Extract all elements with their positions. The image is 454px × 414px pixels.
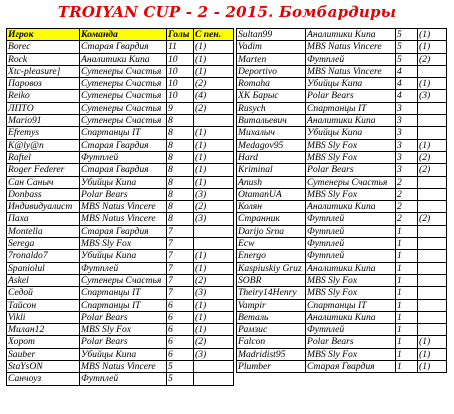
goals-cell: 8 bbox=[167, 213, 194, 225]
table-row bbox=[7, 201, 234, 213]
penalty-cell bbox=[418, 65, 447, 77]
table-row bbox=[7, 299, 234, 311]
player-cell: Madridist95 bbox=[237, 348, 306, 360]
player-cell: Mario91 bbox=[7, 115, 80, 127]
penalty-cell: (1) bbox=[418, 139, 447, 151]
penalty-cell bbox=[418, 262, 447, 274]
table-row bbox=[237, 262, 447, 274]
team-cell: Старая Гвардия bbox=[306, 361, 396, 373]
player-cell: Санчоуз bbox=[7, 373, 80, 385]
player-cell: K@ly@n bbox=[7, 139, 80, 151]
team-cell: Убийцы Кипа bbox=[80, 176, 167, 188]
player-cell: Romaha bbox=[237, 78, 306, 90]
team-cell: Аналитики Кипа bbox=[306, 29, 396, 41]
table-row bbox=[7, 102, 234, 114]
goals-cell: 5 bbox=[396, 53, 418, 65]
goals-cell: 2 bbox=[396, 188, 418, 200]
player-cell: Колян bbox=[237, 201, 306, 213]
team-cell: MBS Natus Vincere bbox=[306, 65, 396, 77]
penalty-cell: (3) bbox=[194, 213, 234, 225]
penalty-cell: (1) bbox=[194, 151, 234, 163]
team-cell: Polar Bears bbox=[80, 336, 167, 348]
player-cell: ХК Барыс bbox=[237, 90, 306, 102]
player-cell: Efremys bbox=[7, 127, 80, 139]
player-cell: Тайсон bbox=[7, 299, 80, 311]
player-cell: Sauber bbox=[7, 348, 80, 360]
table-row bbox=[237, 336, 447, 348]
header-team: Команда bbox=[80, 29, 167, 41]
penalty-cell: (1) bbox=[194, 164, 234, 176]
team-cell: Убийцы Кипа bbox=[306, 127, 396, 139]
team-cell: Футплей bbox=[306, 213, 396, 225]
player-cell: Theiry14Henry bbox=[237, 287, 306, 299]
goals-cell: 9 bbox=[167, 102, 194, 114]
table-row bbox=[7, 262, 234, 274]
team-cell: Спартанцы IT bbox=[306, 299, 396, 311]
table-row bbox=[237, 151, 447, 163]
player-cell: Веталь bbox=[237, 311, 306, 323]
table-row bbox=[7, 188, 234, 200]
team-cell: Аналитики Кипа bbox=[306, 262, 396, 274]
header-goals: Голы bbox=[167, 29, 194, 41]
player-cell: Rusych bbox=[237, 102, 306, 114]
table-row bbox=[237, 102, 447, 114]
player-cell: Странник bbox=[237, 213, 306, 225]
team-cell: MBS Sly Fox bbox=[306, 151, 396, 163]
goals-cell: 3 bbox=[396, 151, 418, 163]
penalty-cell bbox=[418, 102, 447, 114]
goals-cell: 4 bbox=[396, 65, 418, 77]
team-cell: Сутенеры Счастья bbox=[80, 102, 167, 114]
player-cell: Donbass bbox=[7, 188, 80, 200]
goals-cell: 3 bbox=[396, 139, 418, 151]
scorers-table-left bbox=[6, 28, 234, 386]
goals-cell: 2 bbox=[396, 213, 418, 225]
goals-cell: 1 bbox=[396, 361, 418, 373]
table-row bbox=[237, 213, 447, 225]
team-cell: Футплей bbox=[80, 151, 167, 163]
goals-cell: 4 bbox=[396, 90, 418, 102]
penalty-cell: (1) bbox=[418, 78, 447, 90]
penalty-cell bbox=[194, 361, 234, 373]
goals-cell: 8 bbox=[167, 139, 194, 151]
table-row bbox=[237, 78, 447, 90]
penalty-cell bbox=[418, 324, 447, 336]
table-row bbox=[237, 176, 447, 188]
table-row bbox=[7, 213, 234, 225]
goals-cell: 8 bbox=[167, 176, 194, 188]
penalty-cell: (2) bbox=[194, 274, 234, 286]
team-cell: Футплей bbox=[306, 250, 396, 262]
table-row bbox=[7, 287, 234, 299]
goals-cell: 5 bbox=[167, 361, 194, 373]
table-row bbox=[237, 324, 447, 336]
penalty-cell: (2) bbox=[194, 78, 234, 90]
penalty-cell bbox=[418, 225, 447, 237]
table-row bbox=[237, 41, 447, 53]
team-cell: MBS Natus Vincere bbox=[80, 361, 167, 373]
team-cell: Сутенеры Счастья bbox=[80, 78, 167, 90]
player-cell: Ecw bbox=[237, 238, 306, 250]
penalty-cell bbox=[418, 238, 447, 250]
table-row bbox=[7, 41, 234, 53]
goals-cell: 7 bbox=[167, 287, 194, 299]
goals-cell: 6 bbox=[167, 311, 194, 323]
team-cell: Футплей bbox=[306, 225, 396, 237]
team-cell: Сутенеры Счастья bbox=[80, 274, 167, 286]
team-cell: Сутенеры Счастья bbox=[80, 90, 167, 102]
penalty-cell bbox=[194, 238, 234, 250]
goals-cell: 7 bbox=[167, 250, 194, 262]
team-cell: MBS Sly Fox bbox=[306, 287, 396, 299]
penalty-cell: (1) bbox=[194, 311, 234, 323]
team-cell: Polar Bears bbox=[306, 164, 396, 176]
goals-cell: 1 bbox=[396, 311, 418, 323]
team-cell: Сутенеры Счастья bbox=[80, 65, 167, 77]
table-row bbox=[237, 201, 447, 213]
penalty-cell bbox=[418, 176, 447, 188]
penalty-cell: (2) bbox=[418, 164, 447, 176]
player-cell: Vampir bbox=[237, 299, 306, 311]
team-cell: MBS Natus Vincere bbox=[306, 41, 396, 53]
team-cell: Polar Bears bbox=[306, 90, 396, 102]
penalty-cell bbox=[418, 250, 447, 262]
goals-cell: 8 bbox=[167, 188, 194, 200]
penalty-cell: (2) bbox=[194, 102, 234, 114]
goals-cell: 3 bbox=[396, 127, 418, 139]
player-cell: Plumber bbox=[237, 361, 306, 373]
penalty-cell bbox=[194, 225, 234, 237]
penalty-cell: (2) bbox=[194, 336, 234, 348]
table-row bbox=[7, 225, 234, 237]
table-row bbox=[237, 361, 447, 373]
player-cell: Anush bbox=[237, 176, 306, 188]
penalty-cell: (2) bbox=[418, 53, 447, 65]
player-cell: Паха bbox=[7, 213, 80, 225]
player-cell: Deportivo bbox=[237, 65, 306, 77]
penalty-cell bbox=[418, 201, 447, 213]
table-row bbox=[7, 176, 234, 188]
team-cell: Сутенеры Счастья bbox=[80, 115, 167, 127]
team-cell: MBS Sly Fox bbox=[80, 238, 167, 250]
penalty-cell bbox=[418, 299, 447, 311]
penalty-cell bbox=[418, 115, 447, 127]
goals-cell: 1 bbox=[396, 238, 418, 250]
goals-cell: 6 bbox=[167, 348, 194, 360]
table-row bbox=[237, 127, 447, 139]
penalty-cell: (1) bbox=[194, 176, 234, 188]
player-cell: OtamanUA bbox=[237, 188, 306, 200]
table-row bbox=[237, 139, 447, 151]
goals-cell: 8 bbox=[167, 151, 194, 163]
penalty-cell bbox=[418, 127, 447, 139]
table-row bbox=[7, 65, 234, 77]
team-cell: Спартанцы IT bbox=[80, 299, 167, 311]
table-row bbox=[237, 29, 447, 41]
table-row bbox=[7, 115, 234, 127]
goals-cell: 1 bbox=[396, 348, 418, 360]
table-row bbox=[237, 311, 447, 323]
scorers-table-right bbox=[236, 28, 447, 373]
team-cell: MBS Sly Fox bbox=[80, 324, 167, 336]
team-cell: MBS Sly Fox bbox=[306, 139, 396, 151]
table-row bbox=[7, 53, 234, 65]
player-cell: Xtc-pleasure] bbox=[7, 65, 80, 77]
goals-cell: 2 bbox=[396, 176, 418, 188]
player-cell: Marten bbox=[237, 53, 306, 65]
team-cell: Футплей bbox=[306, 238, 396, 250]
team-cell: Убийцы Кипа bbox=[80, 348, 167, 360]
goals-cell: 1 bbox=[396, 287, 418, 299]
team-cell: MBS Natus Vincere bbox=[80, 213, 167, 225]
team-cell: Polar Bears bbox=[80, 311, 167, 323]
team-cell: Спартанцы IT bbox=[306, 102, 396, 114]
team-cell: Футплей bbox=[80, 262, 167, 274]
penalty-cell: (1) bbox=[418, 336, 447, 348]
penalty-cell: (2) bbox=[194, 201, 234, 213]
goals-cell: 1 bbox=[396, 250, 418, 262]
penalty-cell: (1) bbox=[194, 65, 234, 77]
penalty-cell: (1) bbox=[194, 299, 234, 311]
team-cell: Спартанцы IT bbox=[80, 287, 167, 299]
table-row bbox=[237, 90, 447, 102]
team-cell: Polar Bears bbox=[306, 336, 396, 348]
goals-cell: 1 bbox=[396, 262, 418, 274]
table-row bbox=[7, 151, 234, 163]
player-cell: Roger Federer bbox=[7, 164, 80, 176]
table-row bbox=[237, 287, 447, 299]
table-row bbox=[7, 139, 234, 151]
table-row bbox=[237, 238, 447, 250]
player-cell: Рамзис bbox=[237, 324, 306, 336]
goals-cell: 10 bbox=[167, 53, 194, 65]
penalty-cell bbox=[418, 311, 447, 323]
goals-cell: 1 bbox=[396, 274, 418, 286]
team-cell: Убийцы Кипа bbox=[306, 78, 396, 90]
penalty-cell: (3) bbox=[194, 348, 234, 360]
player-cell: Energo bbox=[237, 250, 306, 262]
team-cell: MBS Sly Fox bbox=[306, 274, 396, 286]
team-cell: Аналитики Кипа bbox=[306, 201, 396, 213]
table-row bbox=[237, 188, 447, 200]
goals-cell: 10 bbox=[167, 65, 194, 77]
player-cell: Spaniolul bbox=[7, 262, 80, 274]
goals-cell: 3 bbox=[396, 102, 418, 114]
goals-cell: 8 bbox=[167, 201, 194, 213]
goals-cell: 10 bbox=[167, 78, 194, 90]
player-cell: Borec bbox=[7, 41, 80, 53]
team-cell: Старая Гвардия bbox=[80, 139, 167, 151]
goals-cell: 5 bbox=[396, 29, 418, 41]
table-row bbox=[7, 90, 234, 102]
team-cell: Спартанцы IT bbox=[80, 127, 167, 139]
player-cell: ЛПТО bbox=[7, 102, 80, 114]
player-cell: Medagov95 bbox=[237, 139, 306, 151]
table-row bbox=[237, 348, 447, 360]
penalty-cell: (1) bbox=[418, 29, 447, 41]
table-row bbox=[237, 299, 447, 311]
player-cell: Raftel bbox=[7, 151, 80, 163]
goals-cell: 7 bbox=[167, 238, 194, 250]
team-cell: Убийцы Кипа bbox=[80, 250, 167, 262]
team-cell: Футплей bbox=[80, 373, 167, 385]
table-row bbox=[237, 225, 447, 237]
player-cell: Седой bbox=[7, 287, 80, 299]
goals-cell: 8 bbox=[167, 127, 194, 139]
goals-cell: 8 bbox=[167, 164, 194, 176]
team-cell: Аналитики Кипа bbox=[306, 311, 396, 323]
goals-cell: 6 bbox=[167, 299, 194, 311]
table-header-row bbox=[7, 29, 234, 41]
goals-cell: 3 bbox=[396, 164, 418, 176]
table-row bbox=[7, 348, 234, 360]
table-row bbox=[237, 53, 447, 65]
goals-cell: 1 bbox=[396, 299, 418, 311]
player-cell: Hard bbox=[237, 151, 306, 163]
team-cell: Старая Гвардия bbox=[80, 41, 167, 53]
penalty-cell: (3) bbox=[194, 287, 234, 299]
team-cell: MBS Natus Vincere bbox=[80, 201, 167, 213]
goals-cell: 7 bbox=[167, 274, 194, 286]
goals-cell: 7 bbox=[167, 262, 194, 274]
goals-cell: 5 bbox=[396, 41, 418, 53]
table-row bbox=[7, 238, 234, 250]
table-row bbox=[7, 78, 234, 90]
player-cell: SOBR bbox=[237, 274, 306, 286]
penalty-cell: (3) bbox=[418, 90, 447, 102]
penalty-cell: (1) bbox=[418, 361, 447, 373]
team-cell: Аналитики Кипа bbox=[80, 53, 167, 65]
penalty-cell bbox=[418, 274, 447, 286]
penalty-cell: (1) bbox=[194, 53, 234, 65]
player-cell: Sultan99 bbox=[237, 29, 306, 41]
goals-cell: 4 bbox=[396, 78, 418, 90]
player-cell: Reiko bbox=[7, 90, 80, 102]
goals-cell: 6 bbox=[167, 324, 194, 336]
table-row bbox=[237, 65, 447, 77]
goals-cell: 1 bbox=[396, 225, 418, 237]
page-title: TROIYAN CUP - 2 - 2015. Бомбардиры bbox=[57, 3, 397, 21]
team-cell: Старая Гвардия bbox=[80, 164, 167, 176]
penalty-cell: (4) bbox=[194, 90, 234, 102]
player-cell: Витальевич bbox=[237, 115, 306, 127]
table-row bbox=[237, 250, 447, 262]
goals-cell: 11 bbox=[167, 41, 194, 53]
player-cell: Сан Саныч bbox=[7, 176, 80, 188]
penalty-cell: (1) bbox=[194, 41, 234, 53]
penalty-cell: (1) bbox=[194, 139, 234, 151]
player-cell: Vikli bbox=[7, 311, 80, 323]
player-cell: Falcon bbox=[237, 336, 306, 348]
goals-cell: 3 bbox=[396, 115, 418, 127]
player-cell: Хорот bbox=[7, 336, 80, 348]
header-player: Игрок bbox=[7, 29, 80, 41]
team-cell: MBS Sly Fox bbox=[306, 188, 396, 200]
team-cell: Футплей bbox=[306, 324, 396, 336]
goals-cell: 5 bbox=[167, 373, 194, 385]
player-cell: Михалыч bbox=[237, 127, 306, 139]
penalty-cell: (2) bbox=[418, 213, 447, 225]
penalty-cell bbox=[194, 373, 234, 385]
header-pen: С пен. bbox=[194, 29, 234, 41]
goals-cell: 6 bbox=[167, 336, 194, 348]
player-cell: Rock bbox=[7, 53, 80, 65]
goals-cell: 2 bbox=[396, 201, 418, 213]
table-row bbox=[7, 274, 234, 286]
player-cell: Паровоз bbox=[7, 78, 80, 90]
table-row bbox=[7, 164, 234, 176]
penalty-cell: (1) bbox=[194, 262, 234, 274]
table-row bbox=[237, 164, 447, 176]
table-row bbox=[237, 274, 447, 286]
table-row bbox=[7, 127, 234, 139]
table-row bbox=[7, 311, 234, 323]
table-row bbox=[7, 250, 234, 262]
goals-cell: 10 bbox=[167, 90, 194, 102]
player-cell: Kriminal bbox=[237, 164, 306, 176]
penalty-cell: (1) bbox=[418, 348, 447, 360]
penalty-cell bbox=[418, 287, 447, 299]
player-cell: Darijo Srna bbox=[237, 225, 306, 237]
player-cell: Askel bbox=[7, 274, 80, 286]
goals-cell: 7 bbox=[167, 225, 194, 237]
team-cell: MBS Sly Fox bbox=[306, 348, 396, 360]
table-row bbox=[7, 324, 234, 336]
player-cell: Индивидуалист bbox=[7, 201, 80, 213]
team-cell: Футплей bbox=[306, 53, 396, 65]
team-cell: Сутенеры Счастья bbox=[306, 176, 396, 188]
table-row bbox=[237, 115, 447, 127]
player-cell: Montella bbox=[7, 225, 80, 237]
goals-cell: 1 bbox=[396, 324, 418, 336]
team-cell: Polar Bears bbox=[80, 188, 167, 200]
penalty-cell bbox=[418, 188, 447, 200]
table-row bbox=[7, 361, 234, 373]
team-cell: Аналитики Кипа bbox=[306, 115, 396, 127]
player-cell: Serega bbox=[7, 238, 80, 250]
team-cell: Старая Гвардия bbox=[80, 225, 167, 237]
table-row bbox=[7, 373, 234, 385]
penalty-cell: (1) bbox=[194, 127, 234, 139]
goals-cell: 1 bbox=[396, 336, 418, 348]
goals-cell: 8 bbox=[167, 115, 194, 127]
table-row bbox=[7, 336, 234, 348]
penalty-cell: (3) bbox=[194, 188, 234, 200]
penalty-cell bbox=[194, 115, 234, 127]
player-cell: Милан12 bbox=[7, 324, 80, 336]
player-cell: 7ronaldo7 bbox=[7, 250, 80, 262]
player-cell: Vadim bbox=[237, 41, 306, 53]
penalty-cell: (1) bbox=[194, 324, 234, 336]
player-cell: Kaspiuskiy Gruz bbox=[237, 262, 306, 274]
penalty-cell: (1) bbox=[194, 250, 234, 262]
penalty-cell: (1) bbox=[418, 41, 447, 53]
player-cell: StaYsON bbox=[7, 361, 80, 373]
penalty-cell: (2) bbox=[418, 151, 447, 163]
